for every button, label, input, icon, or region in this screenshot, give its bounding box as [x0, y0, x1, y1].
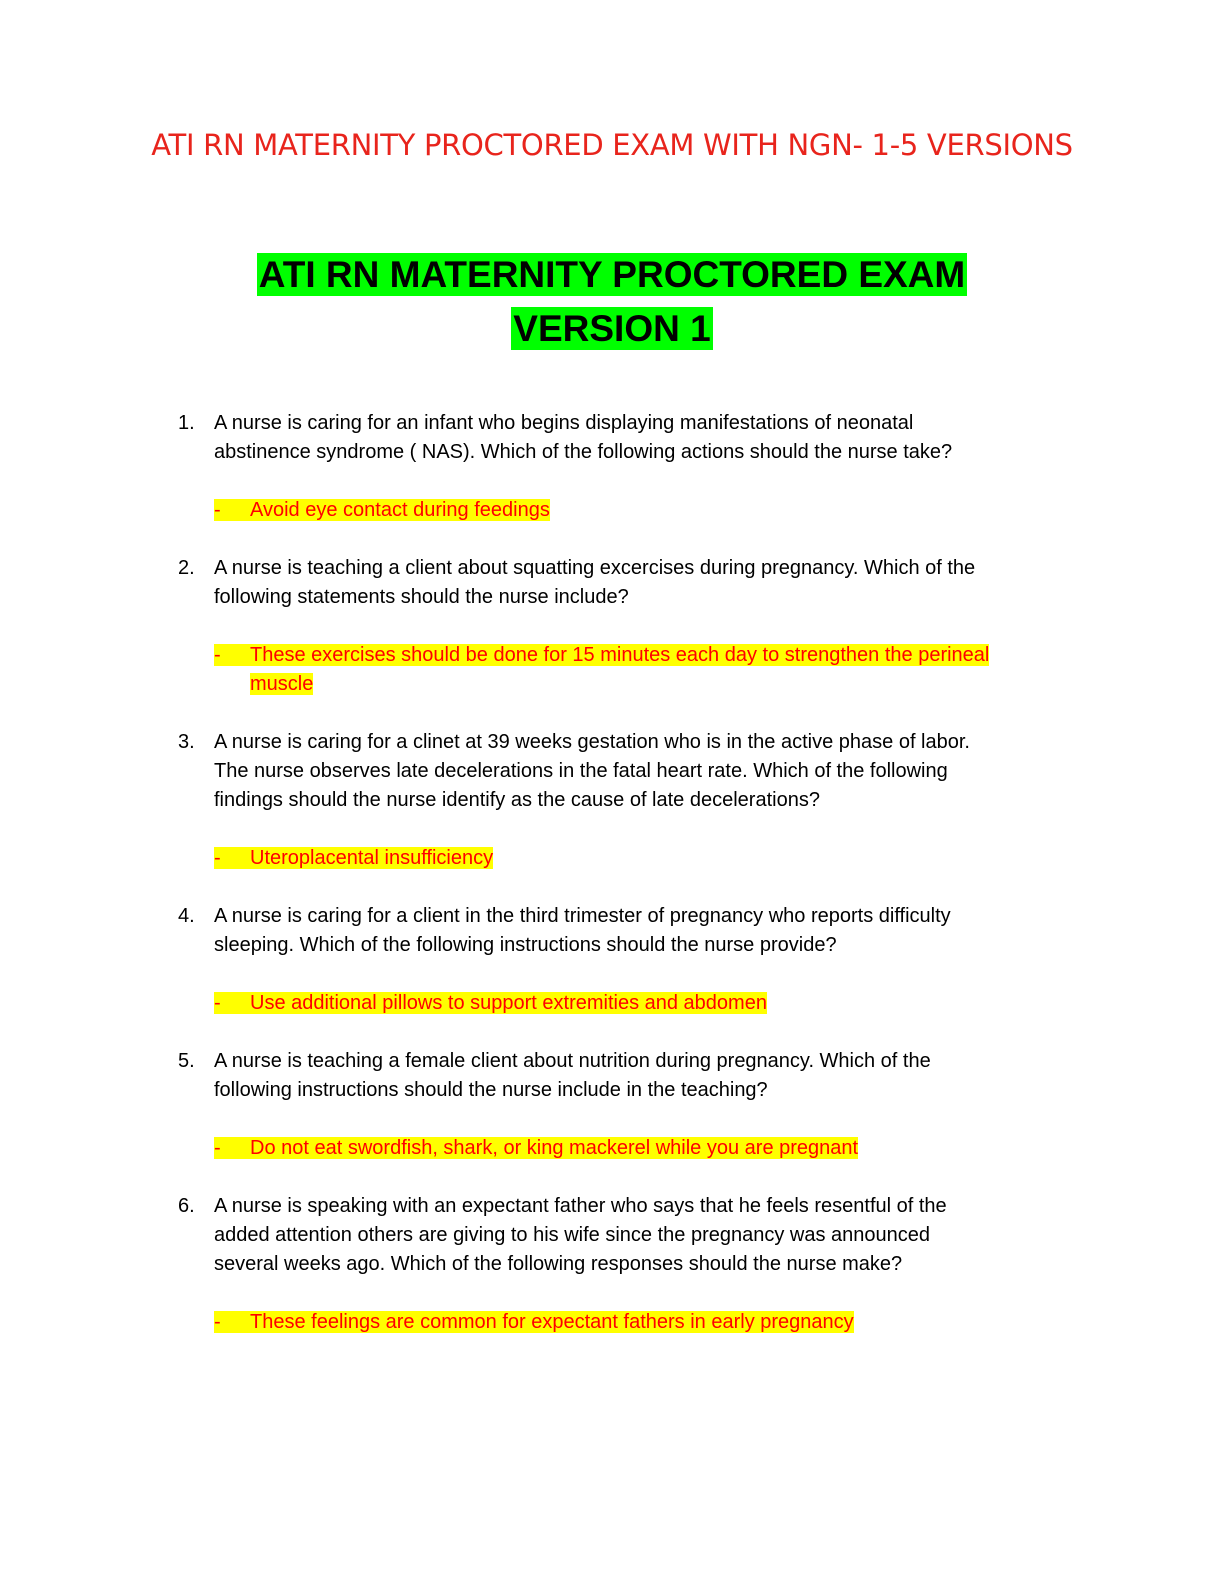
answer-dash: - — [214, 499, 221, 521]
question-item — [0, 554, 1224, 699]
question-text — [214, 902, 1064, 960]
question-text-line: added attention others are giving to his wife since the pregnancy was announced — [214, 1224, 931, 1246]
question-item — [0, 1047, 1224, 1163]
question-item — [0, 409, 1224, 525]
answer-dash: - — [214, 1311, 221, 1333]
answer-text: Use additional pillows to support extremities and abdomen — [250, 992, 767, 1014]
version-heading-line-2: VERSION 1 — [513, 308, 711, 349]
question-text-line: A nurse is caring for an infant who begins displaying manifestations of neonatal — [214, 412, 914, 434]
answer — [0, 989, 1224, 1018]
question-text-line: following instructions should the nurse include in the teaching? — [214, 1079, 768, 1101]
answer — [0, 1308, 1224, 1337]
question-number: 2. — [178, 557, 195, 579]
question-item — [0, 728, 1224, 873]
answer — [0, 844, 1224, 873]
answer-dash: - — [214, 1137, 221, 1159]
question-list — [0, 409, 1224, 1337]
question-text — [214, 728, 1064, 815]
question-number: 3. — [178, 731, 195, 753]
answer-text: These feelings are common for expectant fathers in early pregnancy — [250, 1311, 854, 1333]
question-text-line: abstinence syndrome ( NAS). Which of the following actions should the nurse take? — [214, 441, 953, 463]
answer — [0, 641, 1224, 699]
question-text — [214, 1192, 1064, 1279]
answer — [0, 1134, 1224, 1163]
question-text-line: findings should the nurse identify as the cause of late decelerations? — [214, 789, 820, 811]
answer-highlight — [214, 847, 493, 869]
question-number: 6. — [178, 1195, 195, 1217]
version-heading-line-1: ATI RN MATERNITY PROCTORED EXAM — [258, 254, 966, 295]
answer-dash: - — [214, 847, 221, 869]
question-number: 4. — [178, 905, 195, 927]
question-text-line: several weeks ago. Which of the following responses should the nurse make? — [214, 1253, 903, 1275]
question-text — [214, 1047, 1064, 1105]
answer-text-continued: muscle — [250, 673, 314, 695]
question-text — [214, 409, 1064, 467]
question-item — [0, 1192, 1224, 1337]
question-text-line: A nurse is caring for a clinet at 39 weeks gestation who is in the active phase of labor. — [214, 731, 970, 753]
answer-highlight — [214, 499, 550, 521]
answer-highlight — [214, 992, 767, 1014]
answer-dash: - — [214, 644, 221, 666]
answer-text: Do not eat swordfish, shark, or king mackerel while you are pregnant — [250, 1137, 859, 1159]
question-text-line: A nurse is teaching a client about squatting excercises during pregnancy. Which of the — [214, 557, 976, 579]
question-number: 1. — [178, 412, 195, 434]
version-heading — [0, 248, 1224, 356]
question-number: 5. — [178, 1050, 195, 1072]
question-text-line: following statements should the nurse include? — [214, 586, 629, 608]
answer-text: These exercises should be done for 15 minutes each day to strengthen the perineal — [250, 644, 990, 666]
question-text-line: sleeping. Which of the following instructions should the nurse provide? — [214, 934, 837, 956]
question-text-line: The nurse observes late decelerations in the fatal heart rate. Which of the following — [214, 760, 948, 782]
answer-highlight — [214, 1311, 854, 1333]
answer-highlight — [214, 1137, 858, 1159]
answer-highlight — [214, 644, 989, 666]
document-title: ATI RN MATERNITY PROCTORED EXAM WITH NGN- 1-5 VERSIONS — [151, 128, 1073, 162]
question-text-line: A nurse is speaking with an expectant father who says that he feels resentful of the — [214, 1195, 947, 1217]
question-text-line: A nurse is teaching a female client about nutrition during pregnancy. Which of the — [214, 1050, 931, 1072]
question-text-line: A nurse is caring for a client in the third trimester of pregnancy who reports difficulty — [214, 905, 951, 927]
answer-text: Uteroplacental insufficiency — [250, 847, 494, 869]
question-text — [214, 554, 1064, 612]
answer-text: Avoid eye contact during feedings — [250, 499, 550, 521]
question-item — [0, 902, 1224, 1018]
answer — [0, 496, 1224, 525]
answer-dash: - — [214, 992, 221, 1014]
